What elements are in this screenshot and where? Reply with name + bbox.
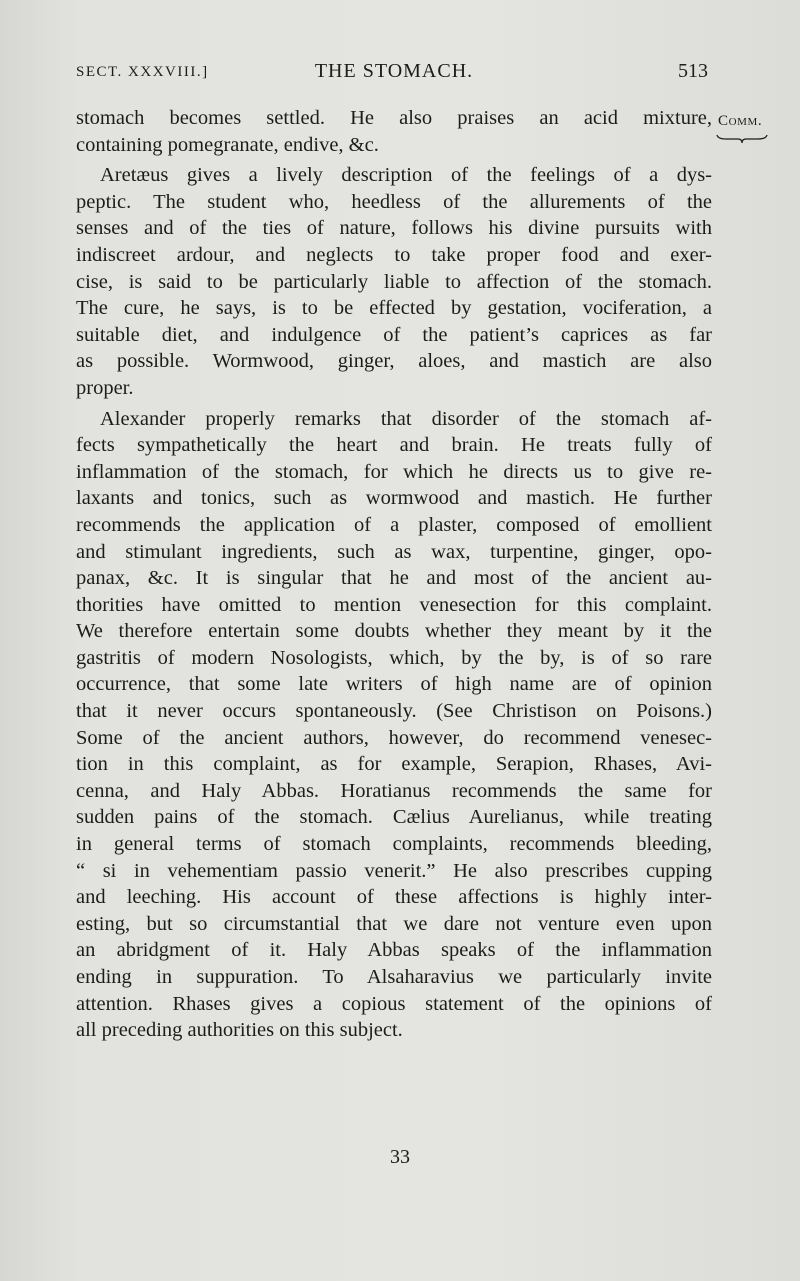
page-title: THE STOMACH. xyxy=(314,60,474,82)
text-line: proper. xyxy=(76,376,134,399)
text-line: sudden pains of the stomach. Cælius Aurelianus, while treating xyxy=(76,806,712,829)
text-line: inflammation of the stomach, for which he directs us to give re- xyxy=(76,460,712,483)
text-line: Some of the ancient authors, however, do recommend venesec- xyxy=(76,726,712,749)
text-line: cise, is said to be particularly liable to affection of the stomach. xyxy=(76,270,712,293)
text-line: recommends the application of a plaster, composed of emollient xyxy=(76,513,712,536)
text-line: We therefore entertain some doubts whether they meant by it the xyxy=(76,620,712,643)
text-line: senses and of the ties of nature, follows his divine pursuits with xyxy=(76,217,712,240)
text-line: all preceding authorities on this subject. xyxy=(76,1019,403,1042)
running-header xyxy=(76,58,712,88)
text-line: indiscreet ardour, and neglects to take proper food and exer- xyxy=(76,243,712,266)
text-line: containing pomegranate, endive, &c. xyxy=(76,133,379,156)
text-line: tion in this complaint, as for example, Serapion, Rhases, Avi- xyxy=(76,753,712,776)
paragraph xyxy=(76,162,712,401)
text-line: as possible. Wormwood, ginger, aloes, and mastich are also xyxy=(76,350,712,373)
text-line: panax, &c. It is singular that he and most of the ancient au- xyxy=(76,567,712,590)
text-line: that it never occurs spontaneously. (See Christison on Poisons.) xyxy=(76,700,712,723)
signature-mark: 33 xyxy=(390,1146,410,1168)
text-line: and leeching. His account of these affections is highly inter- xyxy=(76,886,712,909)
text-line: The cure, he says, is to be effected by gestation, vociferation, a xyxy=(76,297,712,320)
page-number: 513 xyxy=(678,60,708,82)
margin-brace-icon xyxy=(716,134,768,144)
paragraph xyxy=(76,406,712,1044)
text-line: ending in suppuration. To Alsaharavius we particularly invite xyxy=(76,966,712,988)
paragraph xyxy=(76,105,712,158)
section-label: SECT. XXXVIII.] xyxy=(76,64,209,80)
text-line: “ si in vehementiam passio venerit.” He also prescribes cupping xyxy=(76,859,712,882)
text-line: stomach becomes settled. He also praises an acid mixture, xyxy=(76,107,712,129)
text-line: laxants and tonics, such as wormwood and mastich. He further xyxy=(76,487,712,510)
text-line: in general terms of stomach complaints, recommends bleeding, xyxy=(76,833,712,856)
text-line: Alexander properly remarks that disorder of the stomach af- xyxy=(100,407,712,430)
text-line: an abridgment of it. Haly Abbas speaks of the inflammation xyxy=(76,939,712,962)
margin-note: Comm. xyxy=(718,113,763,129)
text-line: fects sympathetically the heart and brain. He treats fully of xyxy=(76,434,712,457)
body-text xyxy=(76,105,712,1048)
text-line: thorities have omitted to mention venesection for this complaint. xyxy=(76,593,712,616)
text-line: esting, but so circumstantial that we dare not venture even upon xyxy=(76,912,712,935)
text-line: occurrence, that some late writers of high name are of opinion xyxy=(76,673,712,696)
text-line: and stimulant ingredients, such as wax, turpentine, ginger, opo- xyxy=(76,540,712,563)
text-line: Aretæus gives a lively description of the feelings of a dys- xyxy=(100,164,712,187)
text-line: peptic. The student who, heedless of the allurements of the xyxy=(76,190,712,213)
text-line: cenna, and Haly Abbas. Horatianus recommends the same for xyxy=(76,779,712,802)
text-line: attention. Rhases gives a copious statement of the opinions of xyxy=(76,992,712,1015)
text-line: suitable diet, and indulgence of the patient’s caprices as far xyxy=(76,323,712,346)
text-line: gastritis of modern Nosologists, which, by the by, is of so rare xyxy=(76,646,712,669)
